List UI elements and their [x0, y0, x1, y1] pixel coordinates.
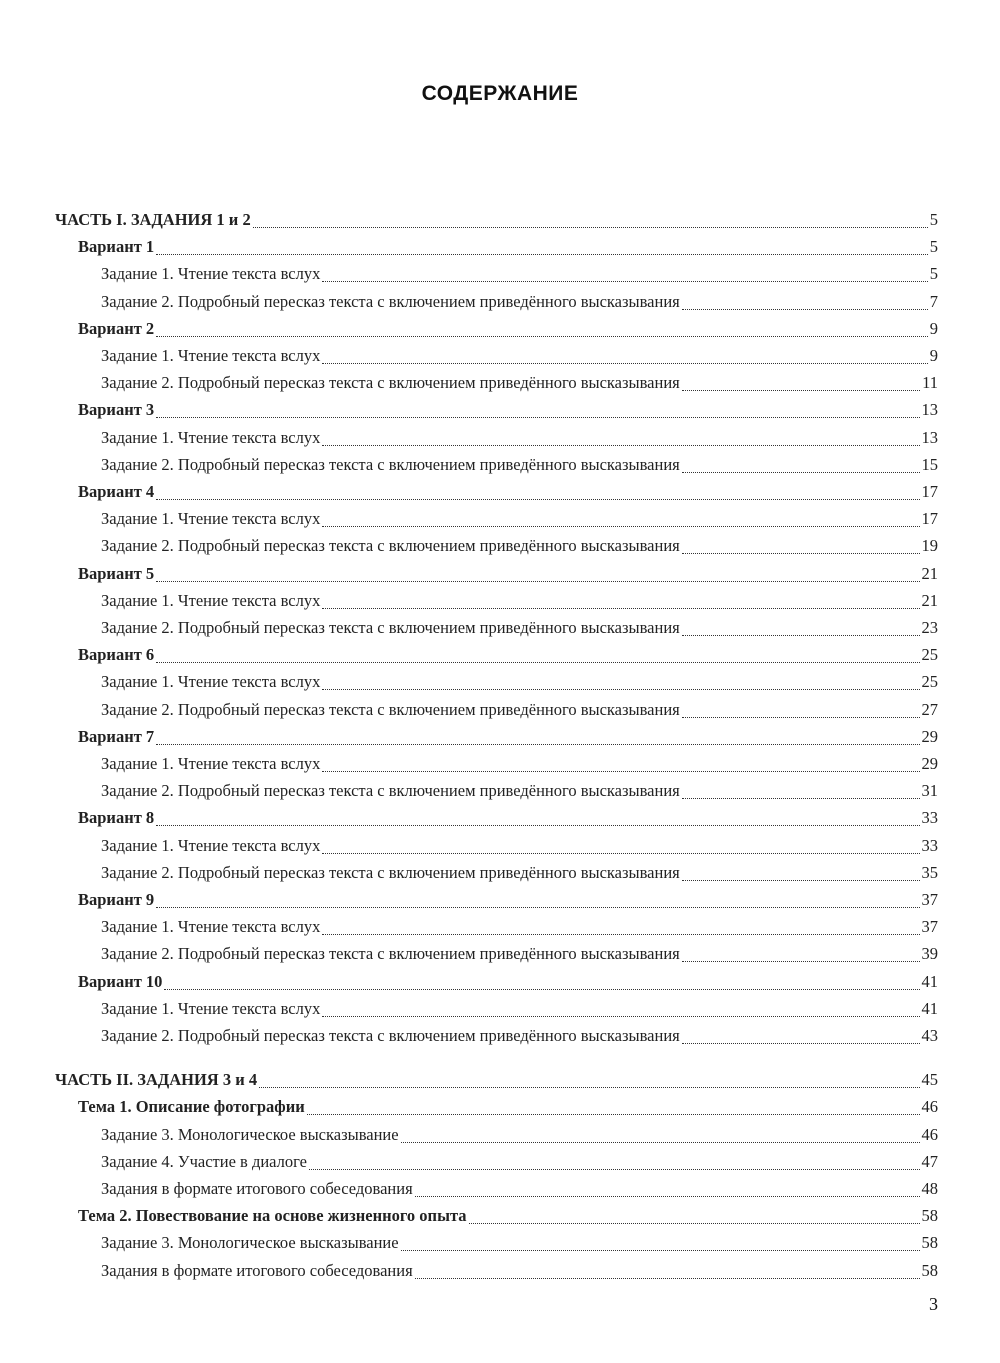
page-number: 3 [929, 1294, 938, 1314]
dot-leader [309, 1169, 919, 1170]
toc-entry-label: Задание 1. Чтение текста вслух [101, 754, 321, 773]
toc-entry-page: 23 [921, 618, 938, 637]
toc-entry-page: 35 [921, 862, 938, 882]
toc-entry-label: Задание 2. Подробный пересказ текста с включением приведённого высказывания [101, 1026, 680, 1045]
toc-entry-label: ЧАСТЬ II. ЗАДАНИЯ 3 и 4 [55, 1070, 258, 1090]
toc-entry-task[interactable] [101, 261, 938, 287]
toc-entry-page: 11 [922, 373, 938, 393]
dot-leader [156, 744, 919, 745]
toc-entry-label: Задание 1. Чтение текста вслух [101, 835, 321, 855]
toc-entry-label: Задание 1. Чтение текста вслух [101, 346, 321, 365]
toc-entry-part[interactable] [55, 207, 938, 233]
toc-entry-page: 48 [921, 1179, 938, 1198]
toc-entry-task[interactable] [101, 1176, 938, 1202]
toc-entry-label: Задание 2. Подробный пересказ текста с включением приведённого высказывания [101, 944, 680, 964]
toc-entry-page: 58 [921, 1233, 938, 1253]
toc-entry-task[interactable] [101, 343, 938, 369]
toc-entry-variant[interactable] [78, 1203, 938, 1229]
toc-entry-label: Вариант 8 [78, 808, 155, 828]
toc-entry-page: 25 [921, 672, 938, 692]
toc-entry-task[interactable] [101, 370, 938, 396]
toc-entry-page: 13 [921, 400, 938, 420]
dot-leader [164, 989, 919, 990]
toc-entry-page: 29 [921, 754, 938, 773]
toc-entry-task[interactable] [101, 751, 938, 777]
toc-entry-variant[interactable] [78, 724, 938, 750]
toc-entry-page: 45 [921, 1070, 938, 1090]
toc-entry-page: 33 [921, 808, 938, 828]
dot-leader [156, 336, 928, 337]
toc-entry-label: Задание 2. Подробный пересказ текста с включением приведённого высказывания [101, 291, 680, 311]
toc-entry-task[interactable] [101, 860, 938, 886]
toc-entry-page: 41 [921, 971, 938, 991]
toc-entry-page: 37 [921, 917, 938, 937]
toc-entry-page: 17 [921, 509, 938, 529]
toc-entry-label: Вариант 6 [78, 645, 155, 665]
toc-entry-label: Задание 2. Подробный пересказ текста с включением приведённого высказывания [101, 699, 680, 719]
dot-leader [322, 445, 919, 446]
toc-entry-variant[interactable] [78, 969, 938, 995]
dot-leader [682, 553, 920, 554]
toc-entry-task[interactable] [101, 833, 938, 859]
toc-entry-page: 58 [921, 1206, 938, 1226]
toc-entry-page: 7 [929, 291, 938, 311]
toc-entry-page: 39 [921, 944, 938, 964]
toc-entry-label: Тема 2. Повествование на основе жизненного опыта [78, 1206, 467, 1226]
toc-entry-label: Задание 2. Подробный пересказ текста с включением приведённого высказывания [101, 454, 680, 474]
dot-leader [682, 961, 920, 962]
dot-leader [322, 526, 919, 527]
dot-leader [322, 853, 919, 854]
toc-entry-label: Вариант 10 [78, 971, 163, 991]
toc-entry-label: Вариант 1 [78, 237, 155, 257]
toc-entry-label: Вариант 7 [78, 726, 155, 746]
toc-entry-page: 31 [921, 781, 938, 801]
dot-leader [401, 1250, 920, 1251]
toc-entry-task[interactable] [101, 1230, 938, 1256]
toc-entry-task[interactable] [101, 914, 938, 940]
dot-leader [415, 1196, 920, 1197]
dot-leader [469, 1223, 920, 1224]
dot-leader [415, 1278, 920, 1279]
dot-leader [322, 281, 927, 282]
toc-entry-page: 5 [929, 237, 938, 257]
toc-entry-page: 43 [921, 1026, 938, 1045]
toc-entry-task[interactable] [101, 941, 938, 967]
toc-entry-label: Задание 2. Подробный пересказ текста с включением приведённого высказывания [101, 618, 680, 637]
toc-entry-page: 5 [929, 210, 938, 229]
toc-entry-task[interactable] [101, 1258, 938, 1284]
toc-entry-label: Задания в формате итогового собеседования [101, 1179, 413, 1198]
toc-entry-variant[interactable] [78, 397, 938, 423]
toc-entry-label: Вариант 2 [78, 318, 155, 338]
toc-entry-page: 21 [921, 563, 938, 583]
dot-leader [156, 907, 919, 908]
toc-entry-page: 46 [921, 1124, 938, 1144]
dot-leader [322, 689, 919, 690]
toc-entry-page: 21 [921, 590, 938, 610]
toc-entry-task[interactable] [101, 697, 938, 723]
dot-leader [156, 254, 928, 255]
dot-leader [156, 499, 919, 500]
page-title: СОДЕРЖАНИЕ [421, 82, 579, 105]
toc-entry-task[interactable] [101, 588, 938, 614]
toc-entry-page: 9 [929, 346, 938, 365]
toc-entry-label: Задание 4. Участие в диалоге [101, 1151, 308, 1171]
toc-entry-task[interactable] [101, 452, 938, 478]
dot-leader [253, 227, 928, 228]
toc-entry-label: Задание 2. Подробный пересказ текста с включением приведённого высказывания [101, 536, 680, 556]
toc-entry-label: Вариант 5 [78, 563, 155, 583]
toc-entry-task[interactable] [101, 1149, 938, 1175]
dot-leader [682, 390, 920, 391]
dot-leader [682, 309, 928, 310]
dot-leader [156, 581, 919, 582]
dot-leader [156, 417, 919, 418]
toc-entry-label: Задание 1. Чтение текста вслух [101, 590, 321, 610]
toc-entry-label: Тема 1. Описание фотографии [78, 1097, 305, 1117]
dot-leader [322, 771, 919, 772]
toc-entry-label: Задание 2. Подробный пересказ текста с включением приведённого высказывания [101, 373, 680, 393]
toc-entry-page: 15 [921, 454, 938, 474]
toc-entry-task[interactable] [101, 533, 938, 559]
toc-entry-label: Задание 1. Чтение текста вслух [101, 509, 321, 529]
toc-entry-label: Задание 2. Подробный пересказ текста с включением приведённого высказывания [101, 862, 680, 882]
toc-entry-label: Задание 3. Монологическое высказывание [101, 1233, 399, 1253]
toc-entry-label: Задание 1. Чтение текста вслух [101, 917, 321, 937]
dot-leader [307, 1114, 920, 1115]
dot-leader [156, 662, 919, 663]
toc-entry-task[interactable] [101, 778, 938, 804]
toc-entry-page: 5 [929, 264, 938, 284]
toc-entry-task[interactable] [101, 289, 938, 315]
dot-leader [401, 1142, 920, 1143]
toc-entry-label: Задание 2. Подробный пересказ текста с включением приведённого высказывания [101, 781, 680, 801]
toc-entry-label: Задание 1. Чтение текста вслух [101, 427, 321, 447]
toc-entry-variant[interactable] [78, 316, 938, 342]
toc-entry-label: Вариант 4 [78, 482, 155, 501]
dot-leader [322, 363, 927, 364]
toc-entry-page: 46 [921, 1097, 938, 1117]
toc-entry-label: Вариант 3 [78, 400, 155, 420]
toc-entry-label: Задание 1. Чтение текста вслух [101, 264, 321, 284]
toc-entry-page: 41 [921, 998, 938, 1018]
dot-leader [322, 1016, 919, 1017]
toc-entry-page: 33 [921, 835, 938, 855]
toc-entry-task[interactable] [101, 615, 938, 641]
toc-entry-variant[interactable] [78, 1094, 938, 1120]
toc-entry-page: 25 [921, 645, 938, 665]
toc-entry-task[interactable] [101, 669, 938, 695]
toc-entry-page: 17 [921, 482, 938, 501]
toc-entry-page: 19 [921, 536, 938, 556]
toc-entry-label: Задание 1. Чтение текста вслух [101, 672, 321, 692]
toc-entry-label: Задание 1. Чтение текста вслух [101, 998, 321, 1018]
toc-entry-page: 47 [921, 1151, 938, 1171]
toc-entry-label: Вариант 9 [78, 890, 155, 909]
toc-entry-task[interactable] [101, 996, 938, 1022]
dot-leader [682, 717, 920, 718]
toc-entry-page: 29 [921, 726, 938, 746]
dot-leader [156, 825, 919, 826]
toc-entry-task[interactable] [101, 506, 938, 532]
dot-leader [682, 1043, 920, 1044]
toc-entry-page: 13 [921, 427, 938, 447]
toc-entry-part[interactable] [55, 1067, 938, 1093]
toc-entry-page: 37 [921, 890, 938, 909]
toc-entry-task[interactable] [101, 1122, 938, 1148]
dot-leader [682, 798, 920, 799]
toc-entry-task[interactable] [101, 1023, 938, 1049]
dot-leader [259, 1087, 919, 1088]
dot-leader [682, 472, 920, 473]
dot-leader [682, 880, 920, 881]
toc-entry-label: Задание 3. Монологическое высказывание [101, 1124, 399, 1144]
toc-entry-variant[interactable] [78, 642, 938, 668]
dot-leader [322, 934, 919, 935]
dot-leader [322, 608, 919, 609]
dot-leader [682, 635, 920, 636]
toc-entry-label: Задания в формате итогового собеседования [101, 1260, 413, 1280]
toc-entry-variant[interactable] [78, 234, 938, 260]
toc-entry-page: 27 [921, 699, 938, 719]
toc-entry-task[interactable] [101, 425, 938, 451]
toc-entry-variant[interactable] [78, 887, 938, 913]
toc-entry-label: ЧАСТЬ I. ЗАДАНИЯ 1 и 2 [55, 210, 251, 229]
toc-entry-variant[interactable] [78, 561, 938, 587]
toc-entry-variant[interactable] [78, 805, 938, 831]
toc-entry-variant[interactable] [78, 479, 938, 505]
toc-entry-page: 58 [921, 1260, 938, 1280]
toc-entry-page: 9 [929, 318, 938, 338]
